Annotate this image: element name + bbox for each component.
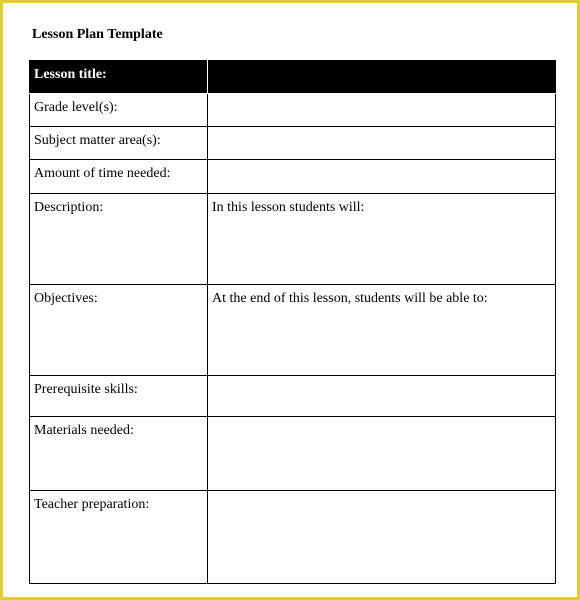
lesson-title-value[interactable] (208, 61, 556, 94)
lesson-plan-table (29, 60, 556, 584)
teacher-preparation-value[interactable] (208, 491, 556, 584)
grade-levels-label: Grade level(s): (30, 94, 208, 127)
table-row-grade-levels (30, 94, 556, 127)
description-label: Description: (30, 194, 208, 285)
prerequisite-skills-value[interactable] (208, 376, 556, 417)
time-needed-value[interactable] (208, 160, 556, 194)
lesson-title-label: Lesson title: (30, 61, 208, 94)
subject-areas-value[interactable] (208, 127, 556, 160)
table-row-materials-needed (30, 417, 556, 491)
table-row-prerequisite-skills (30, 376, 556, 417)
table-row-objectives (30, 285, 556, 376)
document-title: Lesson Plan Template (32, 27, 163, 42)
materials-needed-value[interactable] (208, 417, 556, 491)
subject-areas-label: Subject matter area(s): (30, 127, 208, 160)
time-needed-label: Amount of time needed: (30, 160, 208, 194)
table-row-teacher-preparation (30, 491, 556, 584)
table-row-subject-areas (30, 127, 556, 160)
teacher-preparation-label: Teacher preparation: (30, 491, 208, 584)
table-row-description (30, 194, 556, 285)
materials-needed-label: Materials needed: (30, 417, 208, 491)
objectives-label: Objectives: (30, 285, 208, 376)
table-row-time-needed (30, 160, 556, 194)
table-row-lesson-title (30, 61, 556, 94)
grade-levels-value[interactable] (208, 94, 556, 127)
description-value[interactable]: In this lesson students will: (208, 194, 556, 285)
objectives-value[interactable]: At the end of this lesson, students will be able to: (208, 285, 556, 376)
prerequisite-skills-label: Prerequisite skills: (30, 376, 208, 417)
